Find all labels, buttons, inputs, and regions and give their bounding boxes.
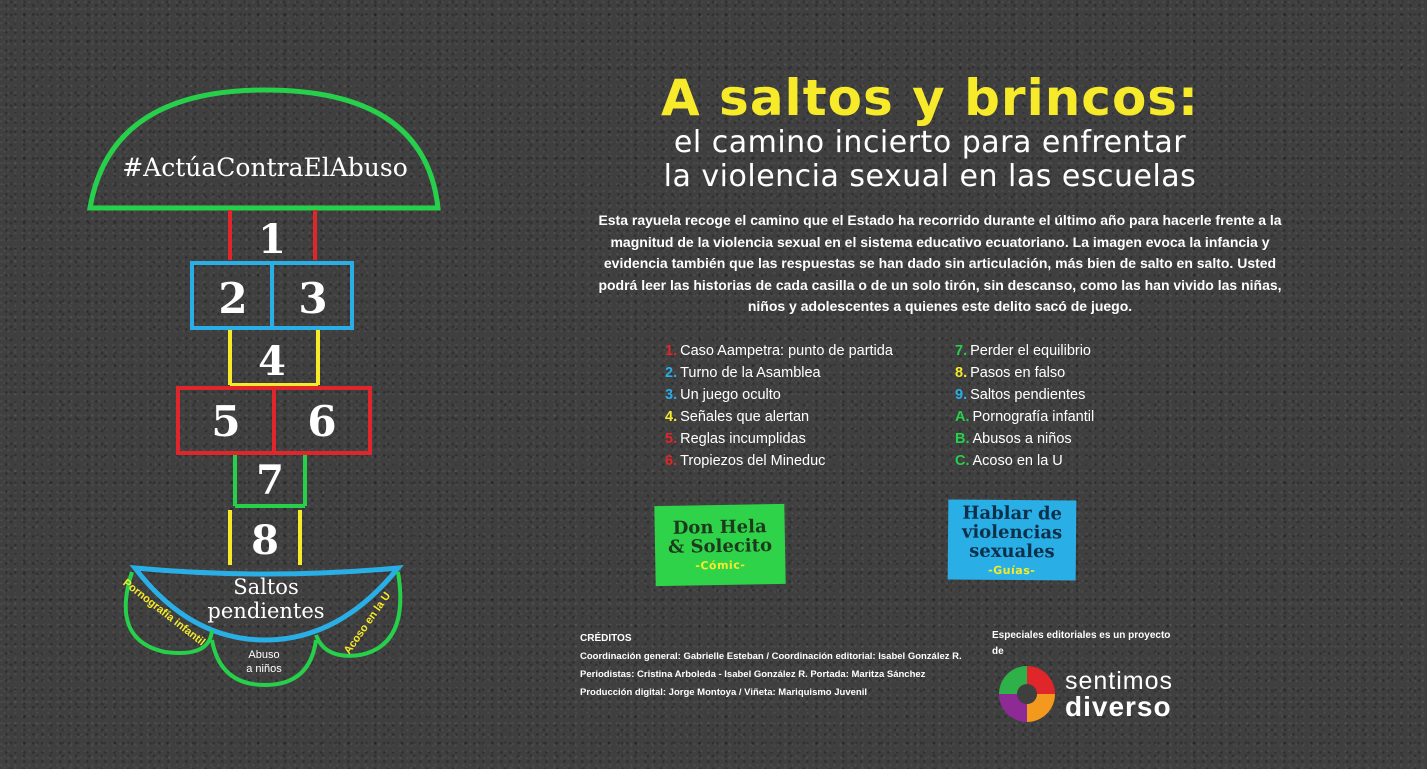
hopscotch-petal-b[interactable] [212, 640, 316, 685]
svg-text:1: 1 [258, 216, 286, 263]
hopscotch-cell-5[interactable] [178, 388, 274, 453]
chapter-number: 3. [665, 387, 678, 403]
credits [580, 630, 962, 702]
svg-text:2: 2 [218, 274, 248, 323]
chapter-number: 4. [665, 409, 678, 425]
hopscotch-cell-8[interactable] [230, 510, 300, 565]
svg-text:4: 4 [258, 338, 286, 385]
guides-title-line-1: Hablar de [962, 502, 1063, 524]
pinwheel-logo-icon [997, 664, 1057, 724]
chapter-number: 9. [955, 387, 968, 403]
chapter-label: Caso Aampetra: punto de partida [680, 343, 893, 359]
hopscotch-cell-2[interactable] [192, 263, 272, 328]
chapter-number: 2. [665, 365, 678, 381]
guides-button[interactable] [948, 499, 1077, 580]
hopscotch-cell-4[interactable] [230, 330, 318, 385]
comic-title-line-1: Don Hela [672, 516, 767, 539]
chapter-label: Turno de la Asamblea [680, 365, 821, 381]
comic-button[interactable] [654, 504, 785, 586]
intro-paragraph: Esta rayuela recoge el camino que el Estado ha recorrido durante el último año para hacerle frente a la magnitud de la violencia sexual en el sistema educativo ecuatoriano. La imagen evoca la infancia y evidencia también que las respuestas se han dado sin articulación, más bien de salto en salto. Usted podrá leer las historias de cada casilla o de un solo tirón, sin descanso, como las han vivido las niñas, niños y adolescentes a quienes este delito sacó de juego. [598, 212, 1282, 314]
chapter-number: 1. [665, 343, 678, 359]
chapter-label: Pasos en falso [970, 365, 1066, 381]
credits-line-3: Producción digital: Jorge Montoya / Viñeta: Mariquismo Juvenil [580, 687, 867, 698]
chapter-number: B. [955, 431, 970, 447]
chapter-label: Acoso en la U [972, 453, 1063, 469]
chapter-label: Tropiezos del Mineduc [680, 453, 826, 469]
hopscotch-cell-1[interactable] [230, 210, 315, 263]
hopscotch-cell-3[interactable] [272, 263, 352, 328]
logo-line-1: sentimos [1065, 667, 1174, 695]
comic-tag: -Cómic- [695, 558, 746, 573]
chapter-number: 5. [665, 431, 678, 447]
credits-heading: CRÉDITOS [580, 633, 632, 644]
sentimos-diverso-logo[interactable] [997, 664, 1173, 724]
chapter-left-item[interactable] [665, 362, 893, 384]
svg-text:Abuso: Abuso [248, 649, 280, 661]
hopscotch-cell-6[interactable] [274, 388, 370, 453]
svg-text:6: 6 [307, 397, 337, 446]
chapter-right-item[interactable] [955, 384, 1094, 406]
hopscotch-cell-7[interactable] [235, 455, 305, 506]
hashtag-text: #ActúaContraElAbuso [122, 153, 408, 182]
sponsor-note-line-1: Especiales editoriales es un proyecto [992, 630, 1171, 641]
chapter-right-item[interactable] [955, 450, 1094, 472]
chapter-number: C. [955, 453, 970, 469]
comic-title-line-2: & Solecito [667, 535, 773, 558]
chapter-left-item[interactable] [665, 340, 893, 362]
chapter-number: A. [955, 409, 970, 425]
chapter-label: Pornografía infantil [972, 409, 1095, 425]
chapter-left-item[interactable] [665, 384, 893, 406]
chapter-number: 7. [955, 343, 968, 359]
chapter-label: Saltos pendientes [970, 387, 1086, 403]
svg-text:7: 7 [256, 457, 284, 504]
chapter-right-item[interactable] [955, 340, 1094, 362]
chapter-label: Un juego oculto [680, 387, 781, 403]
chapter-right-item[interactable] [955, 362, 1094, 384]
chapter-number: 8. [955, 365, 968, 381]
svg-text:Acoso en la U: Acoso en la U [341, 590, 394, 657]
title-block [600, 70, 1260, 194]
chapter-list-right [955, 340, 1094, 472]
subtitle-line-1: el camino incierto para enfrentar [673, 125, 1187, 160]
chapter-left-item[interactable] [665, 428, 893, 450]
sponsor-note [992, 628, 1177, 660]
hopscotch-petal-a[interactable] [120, 572, 212, 653]
chapter-number: 6. [665, 453, 678, 469]
chapter-left-item[interactable] [665, 450, 893, 472]
guides-title-line-3: sexuales [969, 540, 1055, 562]
guides-title-line-2: violencias [961, 521, 1063, 543]
svg-text:8: 8 [251, 517, 279, 564]
svg-text:5: 5 [211, 397, 241, 446]
svg-text:3: 3 [298, 274, 328, 323]
subtitle-line-2: la violencia sexual en las escuelas [663, 159, 1197, 194]
main-title: A saltos y brincos: [660, 69, 1200, 127]
svg-text:Pornografía infantil: Pornografía infantil [120, 576, 208, 649]
chapter-left-item[interactable] [665, 406, 893, 428]
chapter-label: Abusos a niños [972, 431, 1072, 447]
chapter-label: Reglas incumplidas [680, 431, 806, 447]
hopscotch-petal-c[interactable] [316, 572, 400, 657]
credits-line-2: Periodistas: Cristina Arboleda - Isabel González R. Portada: Maritza Sánchez [580, 669, 926, 680]
svg-text:pendientes: pendientes [207, 599, 325, 623]
svg-text:Saltos: Saltos [233, 575, 299, 599]
chapter-list-left [665, 340, 893, 472]
guides-tag: -Guías- [988, 563, 1036, 577]
logo-line-2: diverso [1065, 691, 1172, 722]
chapter-right-item[interactable] [955, 428, 1094, 450]
svg-text:a niños: a niños [246, 663, 282, 675]
credits-line-1: Coordinación general: Gabrielle Esteban / Coordinación editorial: Isabel González R. [580, 651, 962, 662]
chapter-right-item[interactable] [955, 406, 1094, 428]
sponsor-note-line-2: de [992, 646, 1004, 657]
chapter-label: Perder el equilibrio [970, 343, 1091, 359]
dome-outline [90, 90, 438, 208]
hopscotch-graphic [80, 80, 450, 690]
chapter-label: Señales que alertan [680, 409, 810, 425]
logo-text [1065, 668, 1173, 720]
